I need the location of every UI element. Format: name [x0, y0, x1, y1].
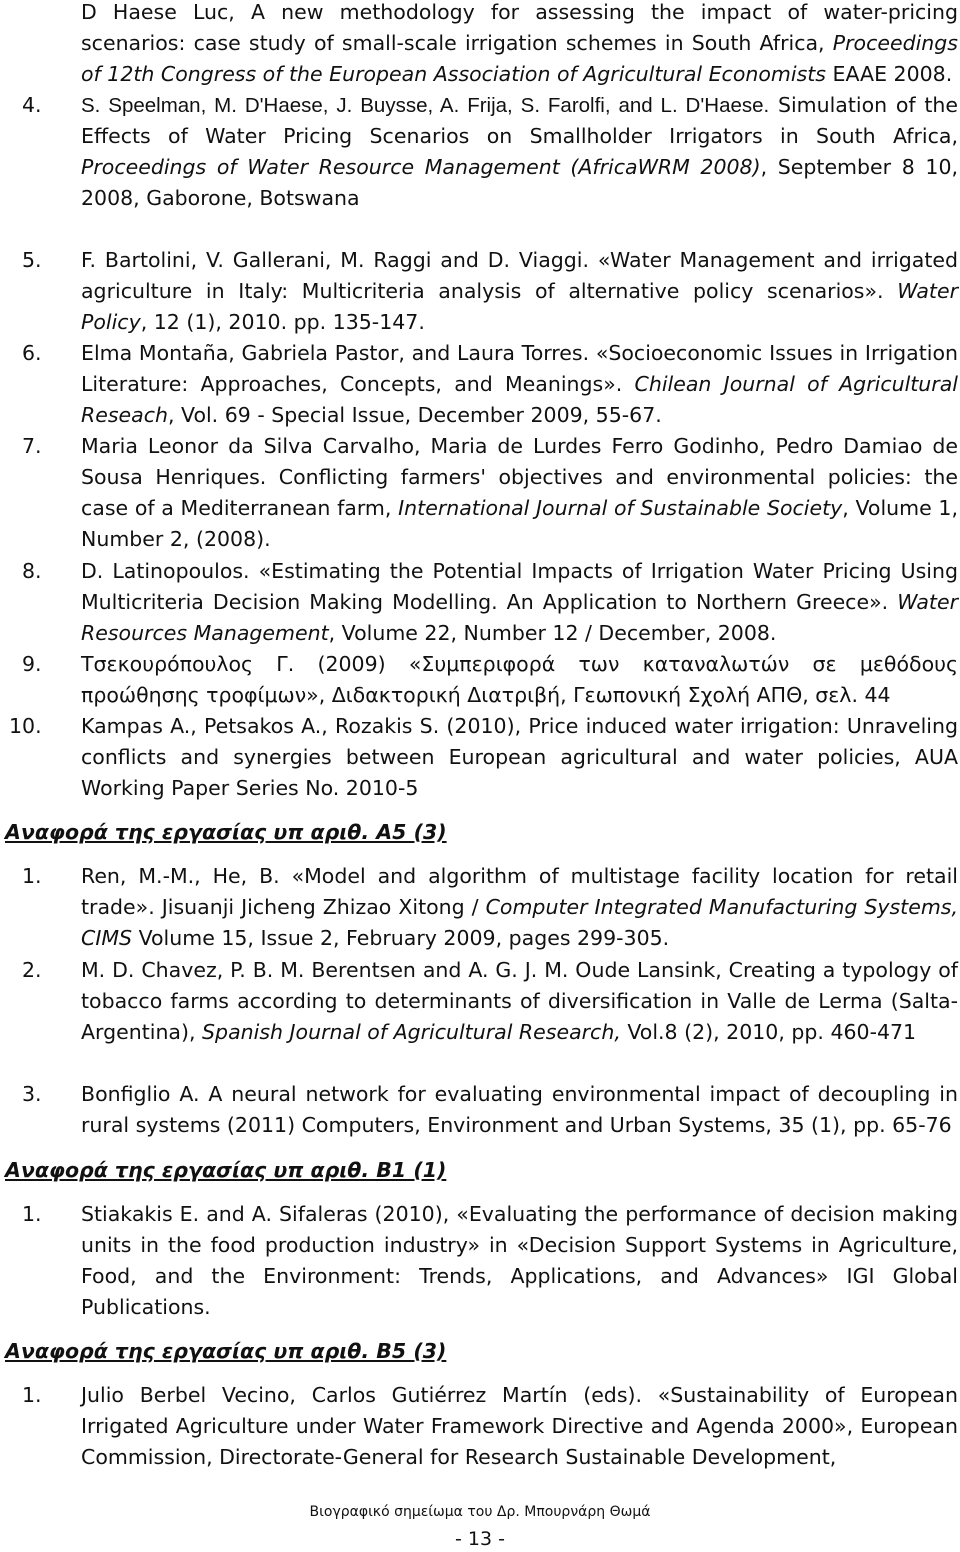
reference-text	[81, 1199, 958, 1323]
reference-item	[0, 0, 958, 90]
section-heading-b1: Αναφορά της εργασίας υπ αριθ. Β1 (1)	[5, 1158, 447, 1182]
reference-segment: S. Speelman, M. D'Haese, J. Buysse, A. Frija, S. Farolfi, and L. D'Haese.	[81, 94, 770, 117]
reference-text	[81, 338, 958, 431]
reference-item	[0, 1380, 958, 1473]
reference-source-title: Water Policy	[81, 279, 958, 334]
reference-number: 4.	[22, 93, 42, 117]
reference-segment: F. Bartolini, V. Gallerani, M. Raggi and D. Viaggi. «Water Management and irrigated agriculture in Italy: Multicriteria analysis of alternative policy scenarios».	[81, 248, 958, 303]
reference-segment: Price induced water irrigation: Unraveling conflicts and synergies between European agricultural and water policies	[81, 714, 958, 769]
section-heading-b5: Αναφορά της εργασίας υπ αριθ. Β5 (3)	[5, 1339, 447, 1363]
reference-segment: , Volume 22, Number 12 / December, 2008.	[328, 621, 777, 645]
page-footer: Βιογραφικό σημείωμα του Δρ. Μπουρνάρη Θωμά	[309, 1504, 651, 1520]
reference-number: 9.	[22, 652, 42, 676]
reference-number: 1.	[22, 1202, 42, 1226]
reference-segment: Simulation of the Effects of Water Pricing Scenarios on Smallholder Irrigators in South Africa	[81, 93, 958, 148]
reference-item	[0, 90, 958, 214]
reference-item	[0, 1199, 958, 1323]
reference-number: 5.	[22, 248, 42, 272]
reference-text	[0, 0, 958, 90]
reference-segment: , 12 (1), 2010. pp. 135-147.	[140, 310, 425, 334]
reference-item	[0, 649, 958, 711]
reference-number: 8.	[22, 559, 42, 583]
reference-segment: Τσεκουρόπουλος Γ. (2009) «Συμπεριφορά των καταναλωτών σε μεθόδους προώθησης τροφίμων», Διδακτορική Διατριβή, Γεωπονική Σχολή ΑΠΘ, σελ. 44	[81, 652, 958, 707]
reference-segment: Kampas A., Petsakos A., Rozakis S. (2010),	[81, 714, 529, 738]
reference-source-title: Water Resources Management	[81, 590, 958, 645]
reference-text	[81, 711, 958, 804]
reference-segment: ,	[818, 31, 833, 55]
reference-segment: Stiakakis E. and A. Sifaleras (2010), «Evaluating the performance of decision making units in the food production industry» in «Decision Support Systems in Agriculture, Food, and the Environment: Trends, Applications, and Advances» IGI Global Publications.	[81, 1202, 958, 1319]
reference-text	[81, 861, 958, 954]
reference-segment: ,	[189, 1020, 203, 1044]
reference-text	[81, 1079, 958, 1141]
reference-item	[0, 556, 958, 649]
reference-segment: A new methodology for assessing the impact of water-pricing scenarios: case study of small-scale irrigation schemes in South Africa	[81, 0, 958, 55]
reference-number: 1.	[22, 864, 42, 888]
reference-source-title: Proceedings of 12th Congress of the European Association of Agricultural Economists	[81, 31, 958, 86]
reference-segment: , Vol. 69 - Special Issue, December 2009, 55-67.	[167, 403, 662, 427]
reference-segment: D Haese Luc,	[81, 0, 251, 24]
reference-segment: , September 8 10, 2008, Gaborone, Botswana	[81, 155, 958, 210]
reference-segment: , Volume 1, Number 2, (2008).	[81, 496, 958, 551]
reference-source-title: Spanish Journal of Agricultural Research,	[202, 1020, 621, 1044]
reference-source-title: International Journal of Sustainable Society	[398, 496, 843, 520]
reference-segment: Creating a typology of tobacco farms according to determinants of diversification in Valle de Lerma (Salta-Argentina)	[81, 958, 958, 1044]
reference-item	[0, 711, 958, 804]
reference-number: 10.	[9, 714, 42, 738]
reference-item	[0, 955, 958, 1048]
section-heading-a5: Αναφορά της εργασίας υπ αριθ. Α5 (3)	[5, 820, 447, 844]
reference-item	[0, 431, 958, 555]
reference-segment: EAAE 2008.	[832, 62, 953, 86]
reference-number: 7.	[22, 434, 42, 458]
reference-item	[0, 245, 958, 338]
reference-segment: Ren, M.-M., He, B. «Model and algorithm of multistage facility location for retail trade». Jisuanji Jicheng Zhizao Xitong /	[81, 864, 958, 919]
reference-segment: ,	[951, 124, 958, 148]
reference-text	[81, 431, 958, 555]
reference-text	[81, 90, 958, 214]
reference-number: 1.	[22, 1383, 42, 1407]
reference-segment: Bonfiglio A. A neural network for evaluating environmental impact of decoupling in rural systems (2011) Computers, Environment and Urban Systems, 35 (1), pp. 65-76	[81, 1082, 958, 1137]
reference-segment	[769, 93, 778, 117]
reference-number: 3.	[22, 1082, 42, 1106]
reference-source-title: Proceedings of Water Resource Management (AfricaWRM 2008)	[81, 155, 761, 179]
reference-number: 2.	[22, 958, 42, 982]
reference-segment: Conflicting farmers' objectives and environmental policies: the case of a Mediterranean farm	[81, 465, 958, 520]
reference-text	[81, 649, 958, 711]
reference-text	[81, 556, 958, 649]
reference-segment: Elma Montaña, Gabriela Pastor, and Laura Torres. «Socioeconomic Issues in Irrigation Literature: Approaches, Concepts, and Meanings».	[81, 341, 958, 396]
reference-segment: Maria Leonor da Silva Carvalho, Maria de Lurdes Ferro Godinho, Pedro Damiao de Sousa Henriques.	[81, 434, 958, 489]
reference-number: 6.	[22, 341, 42, 365]
reference-item	[0, 338, 958, 431]
page-number: - 13 -	[455, 1528, 505, 1550]
reference-item	[0, 1079, 958, 1141]
reference-segment: Julio Berbel Vecino, Carlos Gutiérrez Martín (eds). «Sustainability of European Irrigated Agriculture under Water Framework Directive and Agenda 2000», European Commission, Directorate-General for Research Sustainable Development,	[81, 1383, 958, 1469]
reference-segment: , AUA Working Paper Series No. 2010-5	[81, 745, 958, 800]
reference-segment: D. Latinopoulos. «Estimating the Potential Impacts of Irrigation Water Pricing Using Multicriteria Decision Making Modelling. An Application to Northern Greece».	[81, 559, 958, 614]
reference-text	[81, 955, 958, 1048]
reference-text	[81, 245, 958, 338]
reference-segment: Vol.8 (2), 2010, pp. 460-471	[620, 1020, 917, 1044]
reference-segment: ,	[384, 496, 399, 520]
reference-source-title: Chilean Journal of Agricultural Reseach	[81, 372, 958, 427]
reference-segment: M. D. Chavez, P. B. M. Berentsen and A. G. J. M. Oude Lansink,	[81, 958, 729, 982]
reference-source-title: Computer Integrated Manufacturing Systems, CIMS	[81, 895, 958, 950]
reference-item	[0, 861, 958, 954]
reference-segment: Volume 15, Issue 2, February 2009, pages 299-305.	[132, 926, 670, 950]
reference-text	[81, 1380, 958, 1473]
